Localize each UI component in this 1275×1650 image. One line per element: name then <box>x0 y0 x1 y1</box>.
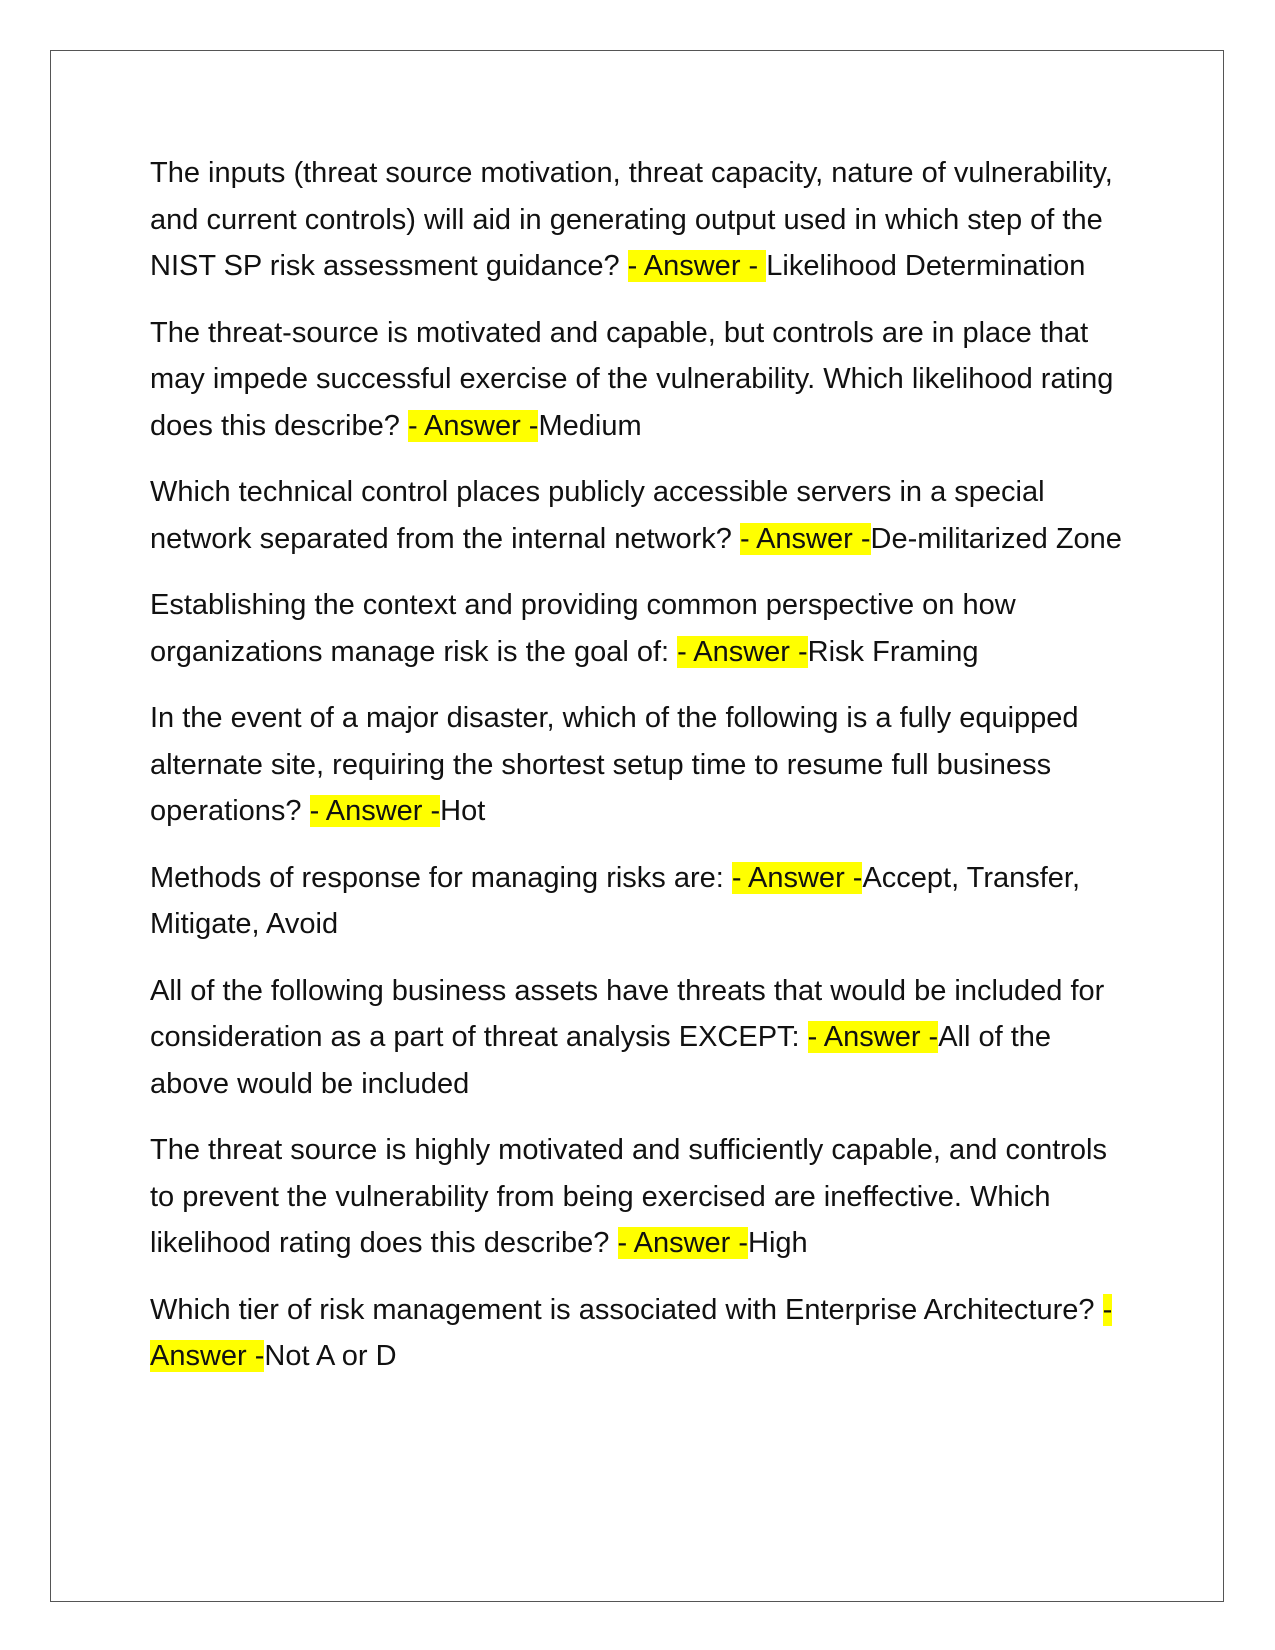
qa-item <box>150 1287 1135 1380</box>
question-text: Methods of response for managing risks are: <box>150 861 732 894</box>
answer-text: De-militarized Zone <box>870 522 1122 555</box>
qa-item <box>150 968 1135 1108</box>
question-text: Which tier of risk management is associated with Enterprise Architecture? <box>150 1293 1103 1326</box>
answer-marker: - Answer - <box>731 861 863 894</box>
answer-text: All of the above would be included <box>150 1021 1052 1100</box>
question-text: In the event of a major disaster, which of the following is a fully equipped alternate site, requiring the shortest setup time to resume full business operations? <box>150 702 1079 827</box>
answer-marker: - Answer - <box>627 250 767 282</box>
qa-item <box>150 855 1135 948</box>
answer-marker: - Answer - <box>309 795 441 827</box>
qa-item <box>150 150 1135 290</box>
answer-marker: - Answer - <box>150 1293 1113 1372</box>
question-text: Establishing the context and providing common perspective on how organizations manage risk is the goal of: <box>150 589 1016 668</box>
answer-text: Medium <box>538 409 642 442</box>
document-body <box>150 150 1135 1400</box>
answer-marker: - Answer - <box>407 409 539 442</box>
qa-item <box>150 695 1135 835</box>
question-text: All of the following business assets have threats that would be included for consideration as a part of threat analysis EXCEPT: <box>150 974 1105 1053</box>
answer-text: Not A or D <box>264 1340 397 1372</box>
answer-text: Hot <box>440 795 486 827</box>
question-text: The inputs (threat source motivation, threat capacity, nature of vulnerability, and current controls) will aid in generating output used in which step of the NIST SP risk assessment guidance? <box>150 157 1113 282</box>
answer-marker: - Answer - <box>677 635 808 668</box>
question-text: The threat source is highly motivated and sufficiently capable, and controls to prevent the vulnerability from being exercised are ineffective. Which likelihood rating does this describe? <box>150 1134 1107 1259</box>
question-text: Which technical control places publicly accessible servers in a special network separated from the internal network? <box>150 476 1045 555</box>
question-text: The threat-source is motivated and capable, but controls are in place that may impede successful exercise of the vulnerability. Which likelihood rating does this describe? <box>150 316 1114 442</box>
qa-item <box>150 1127 1135 1267</box>
qa-item <box>150 310 1135 450</box>
answer-text: Risk Framing <box>807 635 979 668</box>
qa-item <box>150 582 1135 675</box>
answer-text: Accept, Transfer, Mitigate, Avoid <box>150 861 1081 940</box>
answer-marker: - Answer - <box>739 522 871 555</box>
qa-item <box>150 469 1135 562</box>
answer-text: Likelihood Determination <box>766 250 1086 282</box>
answer-marker: - Answer - <box>617 1227 749 1259</box>
answer-text: High <box>748 1227 808 1259</box>
answer-marker: - Answer - <box>807 1021 939 1053</box>
